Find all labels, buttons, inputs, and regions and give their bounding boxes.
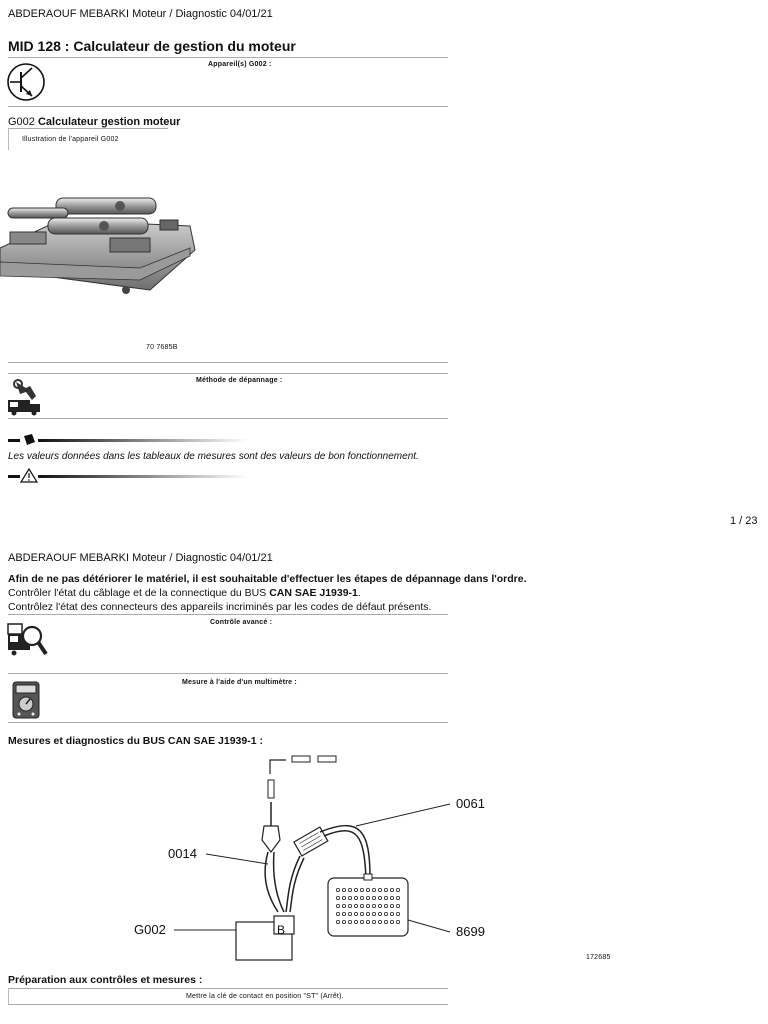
apparatus-label: Appareil(s) G002 : bbox=[208, 61, 272, 68]
ecu-illustration bbox=[0, 190, 200, 300]
device-heading bbox=[8, 116, 180, 128]
divider-vertical bbox=[8, 988, 9, 1004]
check-connectors-text: Contrôlez l'état des connecteurs des appareils incriminés par les codes de défaut présents. bbox=[8, 601, 432, 613]
transistor-icon bbox=[6, 62, 46, 102]
page1-header: ABDERAOUF MEBARKI Moteur / Diagnostic 04/01/21 bbox=[8, 8, 273, 20]
image-reference: 70 7685B bbox=[146, 344, 178, 351]
warning-icon bbox=[8, 468, 248, 484]
divider bbox=[8, 362, 448, 363]
illustration-caption: Illustration de l'appareil G002 bbox=[22, 136, 119, 143]
prep-title: Préparation aux contrôles et mesures : bbox=[8, 974, 203, 986]
truck-magnifier-icon bbox=[6, 620, 48, 660]
divider bbox=[8, 418, 448, 419]
method-label: Méthode de dépannage : bbox=[196, 377, 283, 384]
note-icon bbox=[8, 433, 248, 447]
prep-instruction: Mettre la clé de contact en position "ST" (Arrêt). bbox=[186, 993, 344, 1000]
divider bbox=[8, 57, 448, 58]
divider bbox=[8, 673, 448, 674]
label-0014: 0014 bbox=[168, 846, 197, 861]
divider-vertical bbox=[8, 128, 9, 150]
label-g002: G002 bbox=[134, 922, 166, 937]
diagram-reference: 172685 bbox=[586, 954, 611, 961]
check-wiring-prefix: Contrôler l'état du câblage et de la connectique du BUS bbox=[8, 587, 270, 599]
warning-text: Afin de ne pas détériorer le matériel, il est souhaitable d'effectuer les étapes de dépannage dans l'ordre. bbox=[8, 573, 527, 585]
can-bus-diagram bbox=[160, 750, 500, 970]
device-name: Calculateur gestion moteur bbox=[37, 116, 181, 128]
divider bbox=[8, 1004, 448, 1005]
divider bbox=[8, 722, 448, 723]
page-title: MID 128 : Calculateur de gestion du moteur bbox=[8, 38, 296, 54]
multimeter-label: Mesure à l'aide d'un multimètre : bbox=[182, 679, 297, 686]
connector-b-label: B bbox=[277, 923, 286, 937]
page2-header: ABDERAOUF MEBARKI Moteur / Diagnostic 04/01/21 bbox=[8, 552, 273, 564]
check-wiring-text bbox=[8, 587, 361, 599]
divider bbox=[8, 614, 448, 615]
page-number: 1 / 23 bbox=[730, 515, 758, 527]
divider bbox=[8, 128, 168, 129]
check-wiring-suffix: . bbox=[357, 587, 361, 599]
divider bbox=[8, 373, 448, 374]
note-text: Les valeurs données dans les tableaux de mesures sont des valeurs de bon fonctionnement. bbox=[8, 451, 419, 462]
label-8699: 8699 bbox=[456, 924, 485, 939]
truck-wrench-icon bbox=[6, 378, 48, 416]
divider bbox=[8, 988, 448, 989]
advanced-check-label: Contrôle avancé : bbox=[210, 619, 273, 626]
section-title: Mesures et diagnostics du BUS CAN SAE J1939-1 : bbox=[8, 735, 263, 747]
check-wiring-bus: CAN SAE J1939-1 bbox=[269, 587, 358, 599]
multimeter-icon bbox=[12, 681, 40, 719]
divider bbox=[8, 106, 448, 107]
label-0061: 0061 bbox=[456, 796, 485, 811]
device-code: G002 bbox=[8, 116, 35, 128]
